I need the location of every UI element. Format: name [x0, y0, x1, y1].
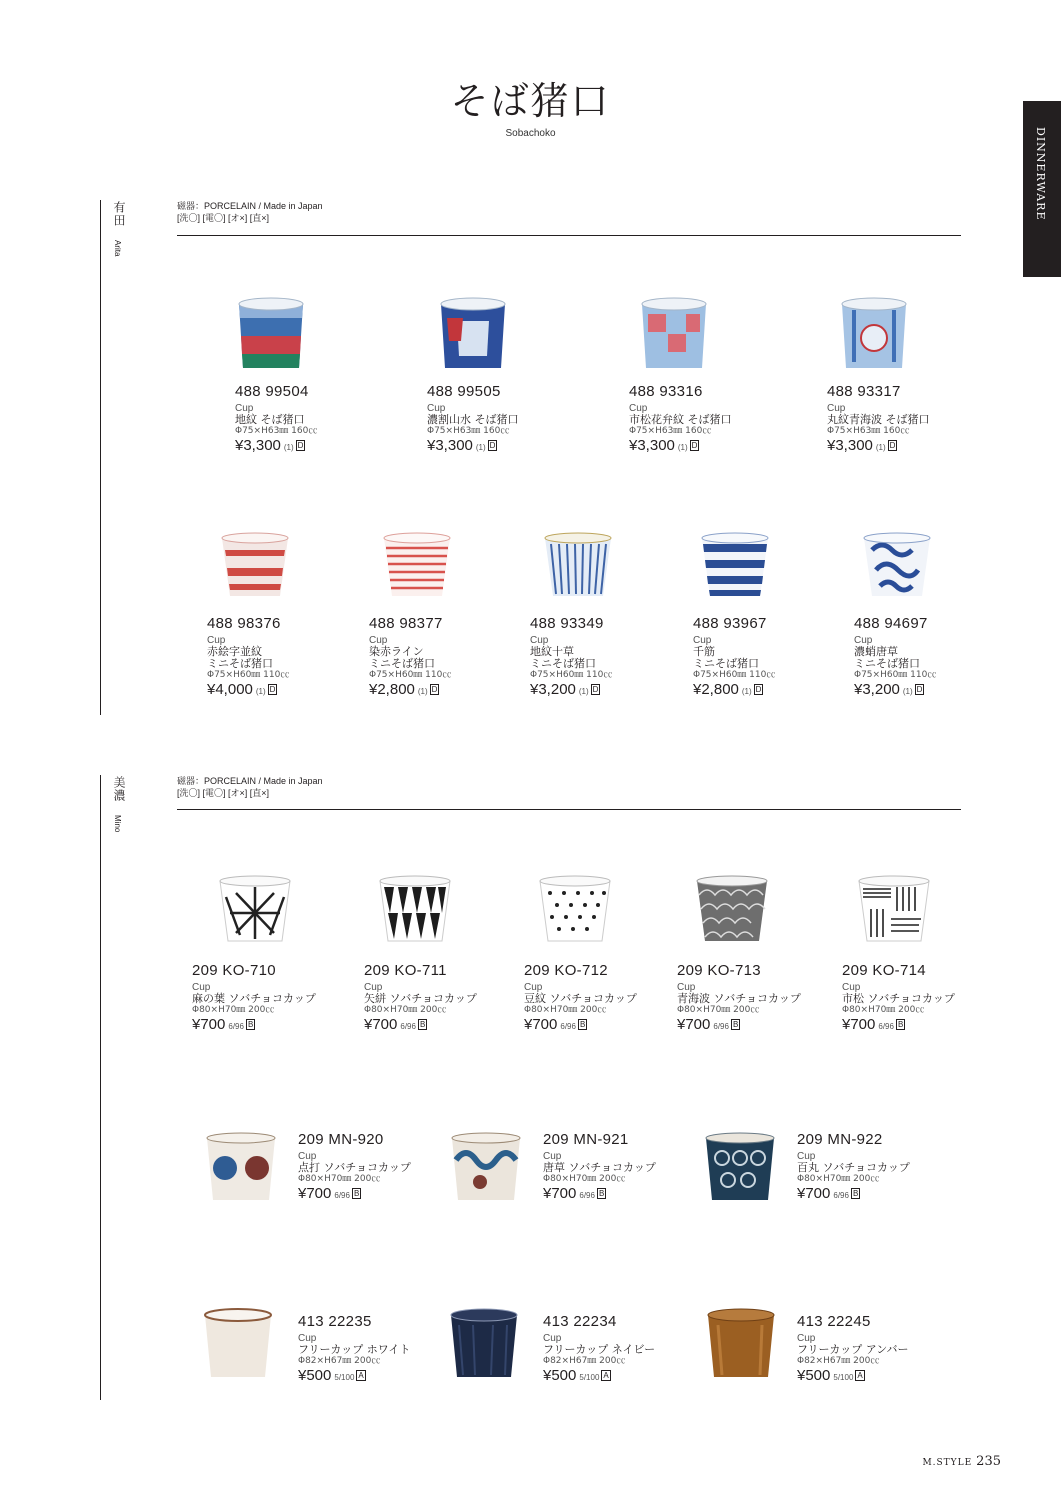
product-pack: 6/96	[334, 1191, 350, 1200]
product-name: 地紋十草	[530, 645, 574, 658]
product-price: ¥3,200	[854, 681, 900, 698]
product-price: ¥700	[842, 1016, 876, 1033]
product-price: ¥3,300	[427, 437, 473, 454]
region-roman-arita: Arita	[113, 240, 122, 257]
product-image-209-ko-711[interactable]	[378, 873, 452, 945]
product-category: Cup	[369, 635, 388, 646]
product-category: Cup	[543, 1333, 562, 1344]
section-rule	[177, 809, 961, 810]
product-image-488-99505[interactable]	[437, 296, 509, 372]
product-image-209-ko-714[interactable]	[857, 873, 931, 945]
product-dimensions: Φ80×H70㎜ 200㏄	[524, 1005, 607, 1015]
product-grade-badge: B	[353, 1189, 360, 1198]
product-pack: 6/96	[713, 1022, 729, 1031]
product-card[interactable]	[842, 962, 955, 1035]
product-code: 209 KO-711	[364, 962, 447, 979]
footer-brand: M.STYLE	[922, 1458, 973, 1468]
product-dimensions: Φ75×H60㎜ 110㏄	[693, 670, 776, 680]
product-price: ¥3,300	[629, 437, 675, 454]
product-price: ¥3,300	[827, 437, 873, 454]
product-code: 413 22234	[543, 1313, 617, 1330]
product-price: ¥700	[543, 1185, 577, 1202]
product-pack: (1)	[578, 687, 589, 696]
product-code: 413 22235	[298, 1313, 372, 1330]
material-info-mino	[177, 775, 323, 799]
product-image-488-99504[interactable]	[235, 296, 307, 372]
product-dimensions: Φ80×H70㎜ 200㏄	[842, 1005, 925, 1015]
product-image-413-22234[interactable]	[449, 1305, 519, 1381]
product-dimensions: Φ82×H67㎜ 200㏄	[543, 1356, 626, 1366]
product-pack: (1)	[475, 443, 486, 452]
product-price: ¥700	[797, 1185, 831, 1202]
section-divider-arita	[100, 200, 101, 715]
product-name-line2: ミニそば猪口	[530, 657, 596, 670]
product-category: Cup	[677, 982, 696, 993]
product-grade-badge: A	[358, 1371, 364, 1380]
product-dimensions: Φ75×H60㎜ 110㏄	[854, 670, 937, 680]
product-price: ¥2,800	[369, 681, 415, 698]
product-grade-badge: D	[431, 685, 438, 694]
product-code: 209 MN-921	[543, 1131, 629, 1148]
product-pack: (1)	[875, 443, 886, 452]
product-name: 麻の葉 ソバチョコカップ	[192, 992, 316, 1005]
product-name: 唐草 ソバチョコカップ	[543, 1161, 656, 1174]
product-card[interactable]	[543, 1131, 656, 1204]
product-code: 488 99505	[427, 383, 501, 400]
product-grade-badge: B	[598, 1189, 605, 1198]
product-code: 488 99504	[235, 383, 309, 400]
product-code: 488 93967	[693, 615, 767, 632]
region-label-arita: 有田	[112, 201, 126, 227]
product-category: Cup	[854, 635, 873, 646]
product-image-488-94697[interactable]	[862, 530, 932, 600]
product-card[interactable]	[629, 383, 732, 456]
product-pack: (1)	[417, 687, 428, 696]
product-card[interactable]	[364, 962, 477, 1035]
product-name-line2: ミニそば猪口	[854, 657, 920, 670]
product-pack: (1)	[902, 687, 913, 696]
product-name-line2: ミニそば猪口	[693, 657, 759, 670]
product-category: Cup	[797, 1333, 816, 1344]
product-card[interactable]	[543, 1313, 655, 1386]
product-category: Cup	[530, 635, 549, 646]
product-category: Cup	[298, 1333, 317, 1344]
product-dimensions: Φ82×H67㎜ 200㏄	[298, 1356, 381, 1366]
product-card[interactable]	[427, 383, 519, 456]
product-name: 千筋	[693, 645, 715, 658]
product-name-line2: ミニそば猪口	[207, 657, 273, 670]
product-name: 矢絣 ソバチョコカップ	[364, 992, 477, 1005]
product-code: 209 KO-710	[192, 962, 276, 979]
product-pack: 5/100	[334, 1373, 355, 1382]
product-pack: (1)	[741, 687, 752, 696]
product-dimensions: Φ80×H70㎜ 200㏄	[298, 1174, 381, 1184]
product-price: ¥700	[192, 1016, 226, 1033]
product-code: 488 93317	[827, 383, 901, 400]
product-dimensions: Φ80×H70㎜ 200㏄	[192, 1005, 275, 1015]
product-card[interactable]	[693, 615, 775, 700]
product-card[interactable]	[298, 1313, 410, 1386]
product-pack: (1)	[677, 443, 688, 452]
product-dimensions: Φ75×H63㎜ 160㏄	[427, 426, 510, 436]
product-pack: (1)	[283, 443, 294, 452]
product-name: 市松 ソバチョコカップ	[842, 992, 955, 1005]
product-category: Cup	[207, 635, 226, 646]
product-category: Cup	[235, 403, 254, 414]
product-pack: 6/96	[579, 1191, 595, 1200]
material-text: 磁器：PORCELAIN / Made in Japan	[177, 776, 323, 786]
product-name: フリーカップ アンバー	[797, 1343, 909, 1356]
product-image-413-22245[interactable]	[706, 1305, 776, 1381]
product-category: Cup	[543, 1151, 562, 1162]
product-card[interactable]	[235, 383, 317, 456]
product-name: 染赤ライン	[369, 645, 424, 658]
product-category: Cup	[797, 1151, 816, 1162]
product-name: 濃割山水 そば猪口	[427, 413, 519, 426]
product-pack: 6/96	[400, 1022, 416, 1031]
product-grade-badge: D	[755, 685, 762, 694]
product-category: Cup	[524, 982, 543, 993]
product-code: 488 94697	[854, 615, 928, 632]
product-price: ¥3,200	[530, 681, 576, 698]
product-image-488-93316[interactable]	[638, 296, 710, 372]
product-dimensions: Φ75×H60㎜ 110㏄	[207, 670, 290, 680]
product-dimensions: Φ80×H70㎜ 200㏄	[364, 1005, 447, 1015]
product-price: ¥500	[797, 1367, 831, 1384]
product-pack: 6/96	[560, 1022, 576, 1031]
product-grade-badge: D	[691, 441, 698, 450]
product-dimensions: Φ80×H70㎜ 200㏄	[677, 1005, 760, 1015]
product-grade-badge: B	[852, 1189, 859, 1198]
product-name-line2: ミニそば猪口	[369, 657, 435, 670]
product-grade-badge: D	[916, 685, 923, 694]
product-image-209-mn-922[interactable]	[704, 1130, 776, 1204]
product-dimensions: Φ82×H67㎜ 200㏄	[797, 1356, 880, 1366]
product-category: Cup	[298, 1151, 317, 1162]
product-pack: 5/100	[833, 1373, 854, 1382]
product-image-209-ko-710[interactable]	[218, 873, 292, 945]
category-side-tab-label: DINNERWARE	[1034, 127, 1047, 221]
product-grade-badge: B	[732, 1020, 739, 1029]
product-image-209-ko-713[interactable]	[695, 873, 769, 945]
product-card[interactable]	[827, 383, 930, 456]
product-code: 209 KO-712	[524, 962, 608, 979]
product-code: 488 93349	[530, 615, 604, 632]
product-card[interactable]	[854, 615, 936, 700]
product-image-488-93317[interactable]	[838, 296, 910, 372]
product-image-488-98377[interactable]	[382, 530, 452, 600]
product-category: Cup	[842, 982, 861, 993]
product-grade-badge: B	[419, 1020, 426, 1029]
product-card[interactable]	[207, 615, 289, 700]
section-divider-mino	[100, 775, 101, 1400]
product-price: ¥4,000	[207, 681, 253, 698]
product-price: ¥2,800	[693, 681, 739, 698]
page-number: 235	[976, 1454, 1001, 1469]
product-name: 濃蛸唐草	[854, 645, 898, 658]
product-category: Cup	[693, 635, 712, 646]
product-image-209-mn-920[interactable]	[205, 1130, 277, 1204]
care-symbols: [洗〇] [電〇] [オ×] [直×]	[177, 213, 270, 223]
product-image-488-98376[interactable]	[220, 530, 290, 600]
product-code: 209 MN-920	[298, 1131, 384, 1148]
product-card[interactable]	[524, 962, 637, 1035]
product-card[interactable]	[369, 615, 451, 700]
product-name: 丸紋青海波 そば猪口	[827, 413, 930, 426]
product-dimensions: Φ80×H70㎜ 200㏄	[543, 1174, 626, 1184]
product-pack: 6/96	[878, 1022, 894, 1031]
product-code: 488 98377	[369, 615, 443, 632]
product-image-209-ko-712[interactable]	[538, 873, 612, 945]
product-card[interactable]	[298, 1131, 411, 1204]
product-code: 488 93316	[629, 383, 703, 400]
product-price: ¥700	[364, 1016, 398, 1033]
product-name: フリーカップ ホワイト	[298, 1343, 411, 1356]
product-image-209-mn-921[interactable]	[450, 1130, 522, 1204]
product-price: ¥700	[524, 1016, 558, 1033]
product-grade-badge: D	[269, 685, 276, 694]
product-card[interactable]	[797, 1131, 910, 1204]
product-name: 豆紋 ソバチョコカップ	[524, 992, 637, 1005]
product-dimensions: Φ80×H70㎜ 200㏄	[797, 1174, 880, 1184]
product-code: 488 98376	[207, 615, 281, 632]
section-rule	[177, 235, 961, 236]
product-name: 市松花弁紋 そば猪口	[629, 413, 732, 426]
product-grade-badge: D	[297, 441, 304, 450]
category-side-tab[interactable]	[1023, 101, 1061, 277]
product-grade-badge: D	[592, 685, 599, 694]
product-category: Cup	[364, 982, 383, 993]
care-symbols: [洗〇] [電〇] [オ×] [直×]	[177, 788, 270, 798]
product-price: ¥700	[677, 1016, 711, 1033]
product-image-488-93967[interactable]	[700, 530, 770, 600]
region-label-mino: 美濃	[112, 776, 126, 802]
product-grade-badge: D	[489, 441, 496, 450]
product-price: ¥500	[543, 1367, 577, 1384]
product-pack: 6/96	[228, 1022, 244, 1031]
product-category: Cup	[427, 403, 446, 414]
page-title: そば猪口	[450, 79, 611, 123]
product-card[interactable]	[677, 962, 801, 1035]
product-category: Cup	[629, 403, 648, 414]
product-pack: (1)	[255, 687, 266, 696]
product-name: 地紋 そば猪口	[235, 413, 305, 426]
product-grade-badge: D	[889, 441, 896, 450]
product-price: ¥3,300	[235, 437, 281, 454]
product-name: 赤絵字並紋	[207, 645, 262, 658]
product-grade-badge: B	[579, 1020, 586, 1029]
product-category: Cup	[827, 403, 846, 414]
product-grade-badge: B	[247, 1020, 254, 1029]
product-dimensions: Φ75×H63㎜ 160㏄	[235, 426, 318, 436]
product-name: フリーカップ ネイビー	[543, 1343, 656, 1356]
product-name: 百丸 ソバチョコカップ	[797, 1161, 910, 1174]
product-image-488-93349[interactable]	[543, 530, 613, 600]
product-category: Cup	[192, 982, 211, 993]
product-price: ¥500	[298, 1367, 332, 1384]
product-dimensions: Φ75×H63㎜ 160㏄	[629, 426, 712, 436]
product-code: 209 KO-713	[677, 962, 761, 979]
product-grade-badge: B	[897, 1020, 904, 1029]
page-subtitle: Sobachoko	[505, 128, 556, 139]
product-name: 青海波 ソバチョコカップ	[677, 992, 801, 1005]
product-code: 413 22245	[797, 1313, 871, 1330]
product-code: 209 MN-922	[797, 1131, 883, 1148]
product-image-413-22235[interactable]	[203, 1305, 273, 1381]
material-info-arita	[177, 200, 323, 224]
product-dimensions: Φ75×H63㎜ 160㏄	[827, 426, 910, 436]
product-pack: 5/100	[579, 1373, 600, 1382]
product-card[interactable]	[530, 615, 612, 700]
product-price: ¥700	[298, 1185, 332, 1202]
product-pack: 6/96	[833, 1191, 849, 1200]
material-text: 磁器：PORCELAIN / Made in Japan	[177, 201, 323, 211]
product-grade-badge: A	[603, 1371, 609, 1380]
page-footer	[922, 1450, 1001, 1469]
product-code: 209 KO-714	[842, 962, 926, 979]
product-card[interactable]	[797, 1313, 909, 1386]
product-dimensions: Φ75×H60㎜ 110㏄	[369, 670, 452, 680]
product-grade-badge: A	[857, 1371, 863, 1380]
product-name: 点打 ソバチョコカップ	[298, 1161, 411, 1174]
region-roman-mino: Mino	[113, 815, 122, 833]
product-dimensions: Φ75×H60㎜ 110㏄	[530, 670, 613, 680]
product-card[interactable]	[192, 962, 316, 1035]
